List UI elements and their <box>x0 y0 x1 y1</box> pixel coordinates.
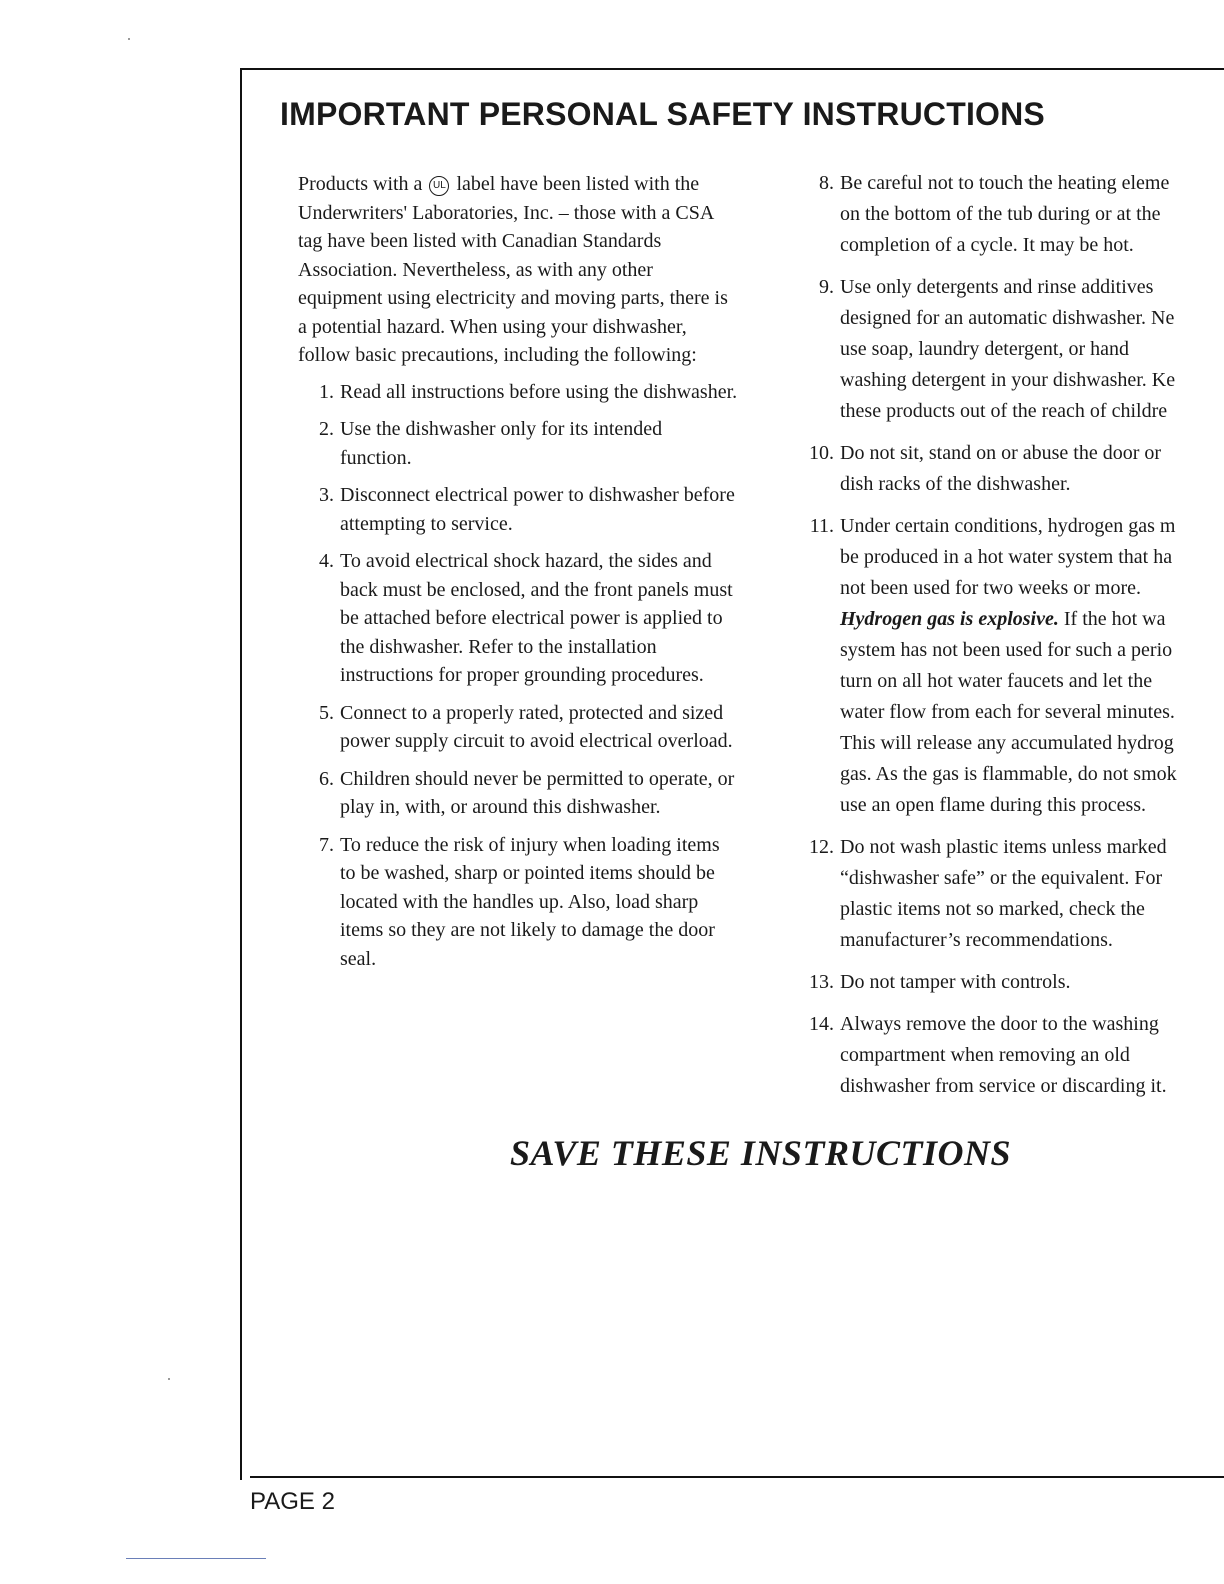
item-line: washing detergent in your dishwasher. Ke <box>840 369 1176 391</box>
item-number: 9. <box>819 276 834 298</box>
frame-left-rule <box>240 68 242 1480</box>
item-text: Disconnect electrical power to dishwasher before attempting to service. <box>340 484 735 535</box>
item-line: designed for an automatic dishwasher. Ne <box>840 307 1175 329</box>
item-line: on the bottom of the tub during or at the <box>840 203 1161 225</box>
item-number: 4. <box>319 550 334 572</box>
instruction-item <box>298 699 738 756</box>
instruction-item <box>800 1009 1224 1102</box>
frame-bottom-rule <box>250 1476 1224 1478</box>
scan-speck <box>168 1378 170 1380</box>
item-line: these products out of the reach of childre <box>840 400 1168 422</box>
item-number: 8. <box>819 172 834 194</box>
instruction-item <box>298 415 738 472</box>
instruction-item <box>298 547 738 690</box>
instruction-item <box>800 272 1224 427</box>
instruction-item <box>298 481 738 538</box>
item-text: Read all instructions before using the dishwasher. <box>340 380 738 403</box>
save-instructions-heading: SAVE THESE INSTRUCTIONS <box>510 1133 1011 1173</box>
instruction-item <box>800 168 1224 261</box>
hydrogen-warning: Hydrogen gas is explosive. <box>840 608 1059 630</box>
item-number: 7. <box>319 833 334 856</box>
instruction-item <box>800 832 1224 956</box>
footer-blue-rule <box>126 1558 266 1559</box>
item-line: Be careful not to touch the heating eleme <box>840 172 1170 194</box>
item-text <box>840 272 1224 427</box>
intro-text-after: label have been listed with the Underwriters' Laboratories, Inc. – those with a CSA tag have been listed with Canadian Standards Association. Nevertheless, as with any other equipment using electricity and moving parts, there is a potential hazard. When using your dishwasher, follow basic precautions, including the following: <box>298 173 728 366</box>
item-line: This will release any accumulated hydrog <box>840 732 1174 754</box>
item-line: compartment when removing an old <box>840 1044 1130 1066</box>
instruction-item <box>800 967 1224 998</box>
item-line: plastic items not so marked, check the <box>840 898 1145 920</box>
item-number: 12. <box>809 836 834 858</box>
item-number: 6. <box>319 767 334 790</box>
item-line: not been used for two weeks or more. <box>840 577 1142 599</box>
item-line: Do not tamper with controls. <box>840 971 1071 993</box>
item-line: Always remove the door to the washing <box>840 1013 1159 1035</box>
item-text: Use the dishwasher only for its intended function. <box>340 418 663 469</box>
item-text <box>840 967 1224 998</box>
item-line: Use only detergents and rinse additives <box>840 276 1154 298</box>
instruction-item <box>800 438 1224 500</box>
left-column <box>298 170 738 982</box>
item-text: Connect to a properly rated, protected and sized power supply circuit to avoid electrical overload. <box>340 701 733 752</box>
item-text <box>840 1009 1224 1102</box>
instruction-item <box>298 831 738 974</box>
instruction-item-hydrogen <box>800 511 1224 821</box>
item-text: Children should never be permitted to operate, or play in, with, or around this dishwasher. <box>340 767 735 818</box>
intro-paragraph <box>298 170 738 370</box>
item-number: 3. <box>319 484 334 506</box>
item-line: dishwasher from service or discarding it. <box>840 1075 1167 1097</box>
item-line: manufacturer’s recommendations. <box>840 929 1113 951</box>
item-number: 2. <box>319 418 334 440</box>
frame-top-rule <box>240 68 1224 70</box>
item-number: 10. <box>809 442 834 464</box>
instruction-item <box>298 765 738 822</box>
item-line: Under certain conditions, hydrogen gas m <box>840 515 1176 537</box>
intro-text-before: Products with a <box>298 173 428 195</box>
page-title: IMPORTANT PERSONAL SAFETY INSTRUCTIONS <box>280 96 1045 132</box>
item-number: 5. <box>319 701 334 724</box>
item-number: 11. <box>809 515 834 537</box>
item-line: gas. As the gas is flammable, do not smok <box>840 763 1177 785</box>
instruction-list-right <box>800 168 1224 1102</box>
item-text <box>840 438 1224 500</box>
item-line: completion of a cycle. It may be hot. <box>840 234 1134 256</box>
item-line: “dishwasher safe” or the equivalent. For <box>840 867 1163 889</box>
item-line: water flow from each for several minutes. <box>840 701 1175 723</box>
item-number: 1. <box>319 380 334 403</box>
item-line: Do not wash plastic items unless marked <box>840 836 1167 858</box>
item-line: use soap, laundry detergent, or hand <box>840 338 1129 360</box>
item-text <box>840 168 1224 261</box>
item-line: be produced in a hot water system that ha <box>840 546 1173 568</box>
item-line: dish racks of the dishwasher. <box>840 473 1071 495</box>
ul-listed-mark-icon: UL <box>429 176 449 196</box>
item-line: turn on all hot water faucets and let the <box>840 670 1153 692</box>
item-line: system has not been used for such a perio <box>840 639 1173 661</box>
instruction-list-left <box>298 378 738 974</box>
right-column <box>800 168 1224 1113</box>
item-text: To reduce the risk of injury when loading items to be washed, sharp or pointed items should be located with the handles up. Also, load sharp items so they are not likely to damage the door seal. <box>340 833 720 970</box>
scan-speck <box>128 38 130 40</box>
page-number-label: PAGE 2 <box>250 1488 335 1515</box>
item-text <box>840 832 1224 956</box>
item-number: 14. <box>809 1013 834 1035</box>
item-text: To avoid electrical shock hazard, the sides and back must be enclosed, and the front panels must be attached before electrical power is applied to the dishwasher. Refer to the installation instructions for proper grounding procedures. <box>340 550 733 686</box>
item-text <box>840 511 1224 821</box>
instruction-item <box>298 378 738 407</box>
item-line: use an open flame during this process. <box>840 794 1147 816</box>
item-number: 13. <box>809 971 834 993</box>
item-line: Do not sit, stand on or abuse the door or <box>840 442 1162 464</box>
item-line: If the hot wa <box>1058 608 1166 630</box>
